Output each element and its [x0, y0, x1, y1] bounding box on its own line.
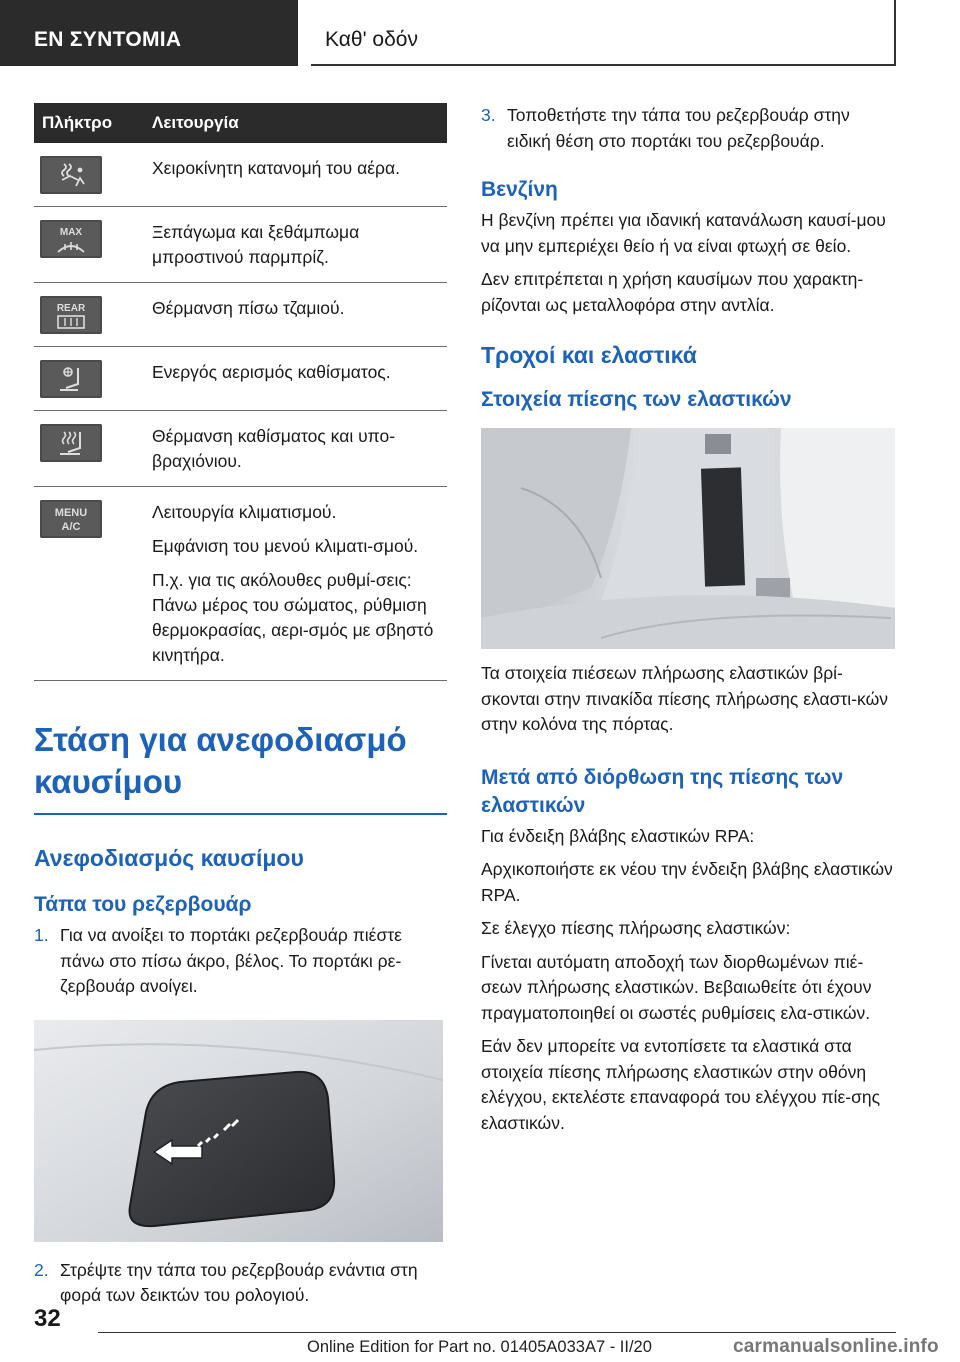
table-row	[34, 207, 447, 283]
table-row-text: Ενεργός αερισμός καθίσματος.	[152, 362, 391, 382]
petrol-paragraph: Η βενζίνη πρέπει για ιδανική κατανάλωση καυσί-μου να μην εμπεριέχει θείο ή να είναι φτωχή σε θείο.	[481, 210, 886, 256]
manual-air-distribution-icon	[40, 156, 102, 194]
table-row-text: Χειροκίνητη κατανομή του αέρα.	[152, 158, 400, 178]
table-header-function: Λειτουργία	[152, 113, 239, 132]
header-chapter-label: Καθ' οδόν	[325, 28, 418, 51]
tyres-heading: Τροχοί και ελαστικά	[481, 342, 697, 368]
after-correction-heading: Μετά από διόρθωση της πίεσης των ελαστικών	[481, 765, 844, 817]
max-icon-label: MAX	[59, 227, 83, 238]
door-pillar-photo	[481, 428, 895, 649]
step-number: 3.	[481, 105, 496, 125]
step-text: Στρέψτε την τάπα του ρεζερβουάρ ενάντια στη φορά των δεικτών του ρολογιού.	[60, 1259, 418, 1305]
after-paragraph: Γίνεται αυτόματη αποδοχή των διορθωμένων πιέ-σεων πλήρωσης ελαστικών. Βεβαιωθείτε ότι έχουν πραγματοποιηθεί οι σωστές ρυθμίσεις ελα-στικών.	[481, 951, 872, 1023]
refuelling-subheading: Ανεφοδιασμός καυσίμου	[34, 845, 304, 871]
table-row-text: Εμφάνιση του μενού κλιματι-σμού.	[152, 536, 419, 556]
fuel-cap-subheading: Τάπα του ρεζερβουάρ	[34, 893, 252, 916]
after-paragraph: Αρχικοποιήστε εκ νέου την ένδειξη βλάβης ελαστικών RPA.	[481, 859, 893, 905]
rear-window-heating-icon	[40, 296, 102, 334]
table-row-text: Θέρμανση καθίσματος και υπο-βραχιόνιου.	[152, 426, 396, 471]
footer-watermark: carmanualsonline.info	[733, 1336, 939, 1357]
step-text: Για να ανοίξει το πορτάκι ρεζερβουάρ πιέστε πάνω στο πίσω άκρο, βέλος. Το πορτάκι ρε-ζερβουάρ ανοίγει.	[60, 925, 402, 996]
pressure-heading: Στοιχεία πίεσης των ελαστικών	[481, 388, 792, 411]
right-column	[481, 103, 895, 1136]
after-paragraph: Σε έλεγχο πίεσης πλήρωσης ελαστικών:	[481, 918, 791, 938]
step-number: 2.	[34, 1259, 49, 1280]
header-section-label: ΕΝ ΣΥΝΤΟΜΙΑ	[34, 28, 182, 51]
after-paragraph: Εάν δεν μπορείτε να εντοπίσετε τα ελαστικά στα στοιχεία πίεσης πλήρωσης ελαστικών στην οθόνη ελέγχου, εκτελέστε επαναφορά του ελέγχου πίε-σης ελαστικών.	[481, 1036, 881, 1133]
table-row-text: Θέρμανση πίσω τζαμιού.	[152, 298, 345, 318]
step-number: 1.	[34, 925, 49, 945]
table-row	[34, 487, 447, 681]
menu-icon-label: MENU	[54, 507, 88, 519]
petrol-heading: Βενζίνη	[481, 178, 558, 201]
refuel-heading: Στάση για ανεφοδιασμό καυσίμου	[34, 721, 407, 800]
footer-rule	[98, 1332, 896, 1333]
step-item	[34, 923, 447, 1000]
fuel-flap-photo	[34, 1020, 443, 1242]
header-chapter-box	[311, 0, 896, 66]
rear-icon-label: REAR	[56, 303, 86, 314]
controls-table	[34, 103, 447, 681]
table-row	[34, 143, 447, 207]
heading-rule	[34, 813, 447, 815]
seat-heating-icon	[40, 424, 102, 462]
table-header	[34, 103, 447, 143]
table-row-text: Λειτουργία κλιματισμού.	[152, 502, 337, 522]
menu-ac-icon	[40, 500, 102, 538]
step-text: Τοποθετήστε την τάπα του ρεζερβουάρ στην ειδική θέση στο πορτάκι του ρεζερβουάρ.	[507, 105, 850, 151]
after-paragraph: Για ένδειξη βλάβης ελαστικών RPA:	[481, 825, 755, 846]
ac-icon-label: A/C	[61, 521, 81, 533]
max-defrost-icon	[40, 220, 102, 258]
table-row	[34, 411, 447, 487]
step-item	[34, 1258, 447, 1309]
petrol-paragraph: Δεν επιτρέπεται η χρήση καυσίμων που χαρακτη-ρίζονται ως μεταλλοφόρα στην αντλία.	[481, 269, 864, 315]
footer-edition: Online Edition for Part no. 01405A033A7 - II/20	[307, 1338, 652, 1356]
header-section-tab	[0, 0, 298, 66]
table-row	[34, 347, 447, 411]
page-number: 32	[34, 1305, 61, 1332]
left-column	[34, 103, 447, 1309]
seat-ventilation-icon	[40, 360, 102, 398]
table-row-text: Ξεπάγωμα και ξεθάμπωμα μπροστινού παρμπρίζ.	[152, 222, 360, 267]
table-header-key: Πλήκτρο	[42, 113, 113, 132]
table-row-text: Π.χ. για τις ακόλουθες ρυθμί-σεις: Πάνω μέρος του σώματος, ρύθμιση θερμοκρασίας, αερι-σμός με σβηστό κινητήρα.	[152, 570, 434, 665]
step-item	[481, 103, 895, 154]
pressure-paragraph: Τα στοιχεία πιέσεων πλήρωσης ελαστικών βρί-σκονται στην πινακίδα πίεσης πλήρωσης ελαστι-κών στην κολόνα της πόρτας.	[481, 663, 888, 734]
table-row	[34, 283, 447, 347]
